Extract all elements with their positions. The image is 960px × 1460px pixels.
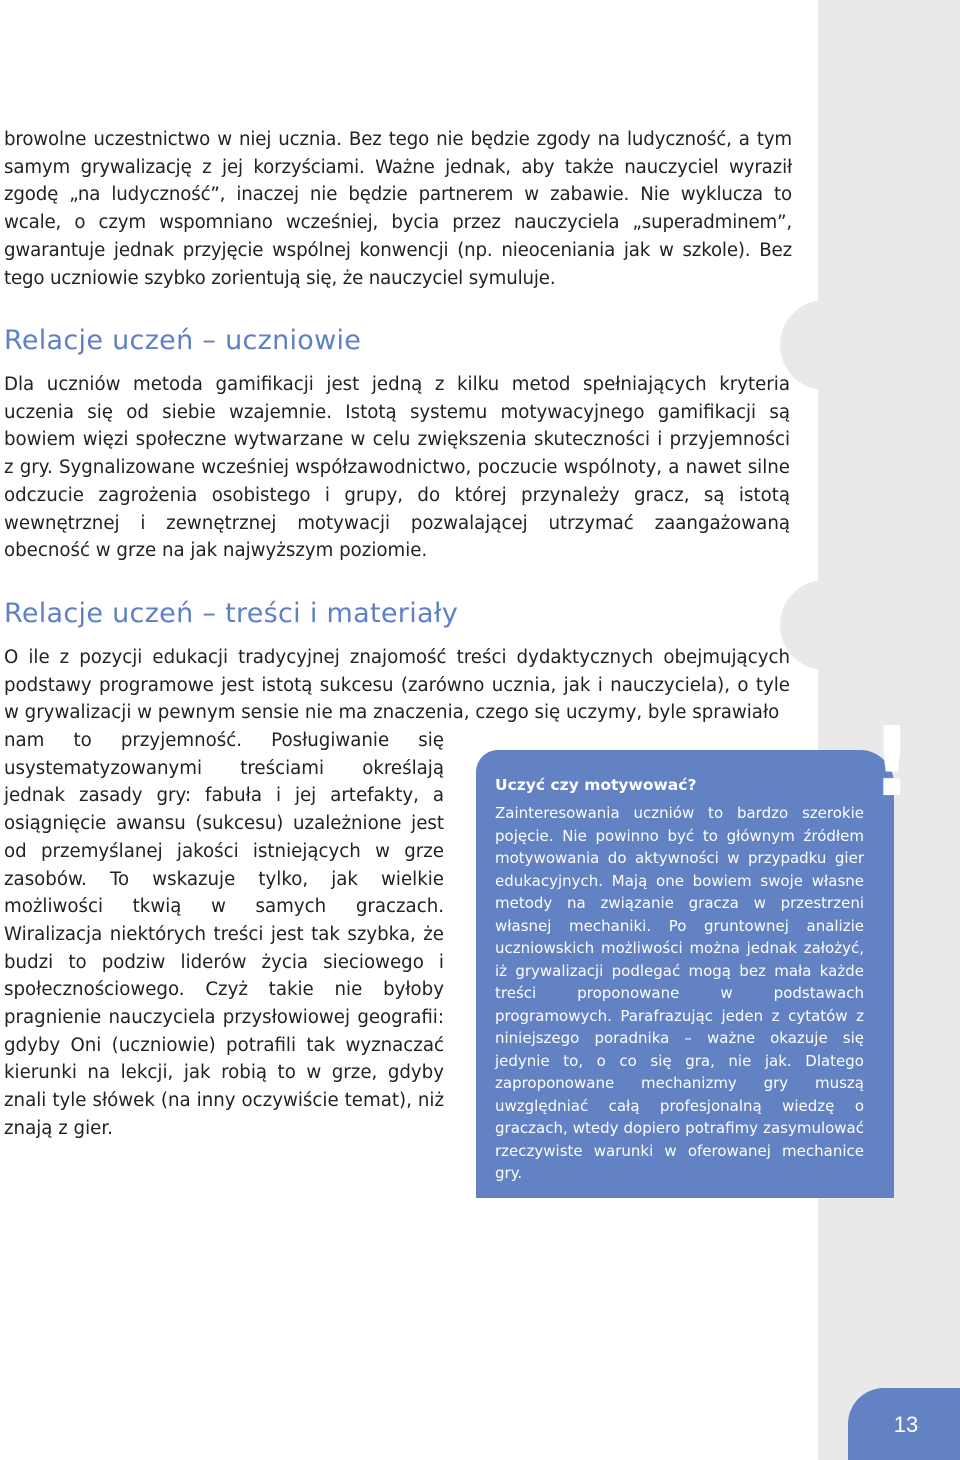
section-students-paragraph: Dla uczniów metoda gamifikacji jest jedną z kilku metod spełniających kryteria uczenia się od siebie wzajemnie. Istotą systemu motywacyjnego gamifikacji są bowiem więzi społeczne wytwarzane w celu zwiększenia skuteczności i przyjemności z gry. Sygnalizowane wcześniej współzawodnictwo, poczucie wspólnoty, a nawet silne odczucie zagrożenia osobistego i grupy, do której przynależy gracz, są istotą wewnętrznej i zewnętrznej motywacji pozwalającej utrzymać zaangażowaną obecność w grze na jak najwyższym poziomie.: [4, 374, 790, 562]
page-number: 13: [893, 1412, 919, 1437]
section-content-paragraph-continued: nam to przyjemność. Posługiwanie się usystematyzowanymi treściami określają jednak zasady gry: fabuła i jej artefakty, a osiągnięcie awansu (sukcesu) uzależnione jest od przemyślanej jakości istniejących w grze zasobów. To wskazuje tylko, jak wielkie możliwości tkwią w samych graczach. Wiralizacja niektórych treści jest tak szybka, że budzi to podziw liderów życia sieciowego i społecznościowego. Czyż takie nie byłoby pragnienie nauczyciela przysłowiowej geografii: gdyby Oni (uczniowie) potrafili tak wyznaczać kierunki na lekcji, jak robią to w grze, gdyby znali tyle słówek (na inny oczywiście temat), niż znają z gier.: [4, 730, 444, 1139]
section-tab-marker: [780, 580, 870, 670]
section-heading-content: Relacje uczeń – treści i materiały: [4, 598, 459, 629]
callout-body: Zainteresowania uczniów to bardzo szerokie pojęcie. Nie powinno być to głównym źródłem motywowania do aktywności w przypadku gier edukacyjnych. Mają one bowiem swoje własne metody na związanie gracza w przestrzeni własnej mechaniki. Po gruntownej analizie uczniowskich możliwości można jednak założyć, iż grywalizacji podlegać mogą bez mała każde treści proponowane w podstawach programowych. Parafrazując jeden z cytatów z niniejszego poradnika – ważne okazuje się jedynie to, o co się gra, nie jak. Dlatego zaproponowane mechanizmy gry muszą uwzględniać całą profesjonalną wiedzę o graczach, wtedy dopiero potrafimy zasymulować rzeczywiste warunki w oferowanej mechanice gry.: [495, 804, 864, 1182]
callout-title: Uczyć czy motywować?: [495, 776, 697, 794]
callout-box: [476, 750, 894, 1198]
section-heading-students: Relacje uczeń – uczniowie: [4, 325, 362, 356]
exclamation-icon: !: [870, 706, 914, 818]
section-tab-marker: [780, 300, 870, 390]
section-content-paragraph: O ile z pozycji edukacji tradycyjnej znajomość treści dydaktycznych obejmujących podstawy programowe jest istotą sukcesu (zarówno ucznia, jak i nauczyciela), o tyle w grywalizacji w pewnym sensie nie ma znaczenia, czego się uczymy, byle sprawiało: [4, 647, 790, 724]
intro-paragraph: browolne uczestnictwo w niej ucznia. Bez tego nie będzie zgody na ludyczność, a tym samym grywalizację z jej korzyściami. Ważne jednak, aby także nauczyciel wyraził zgodę „na ludyczność”, inaczej nie będzie partnerem w zabawie. Nie wyklucza to wcale, o czym wspomniano wcześniej, bycia przez nauczyciela „superadminem”, gwarantuje jednak przyjęcie wspólnej konwencji (np. nieoceniania jak w szkole). Bez tego uczniowie szybko zorientują się, że nauczyciel symuluje.: [4, 129, 792, 289]
